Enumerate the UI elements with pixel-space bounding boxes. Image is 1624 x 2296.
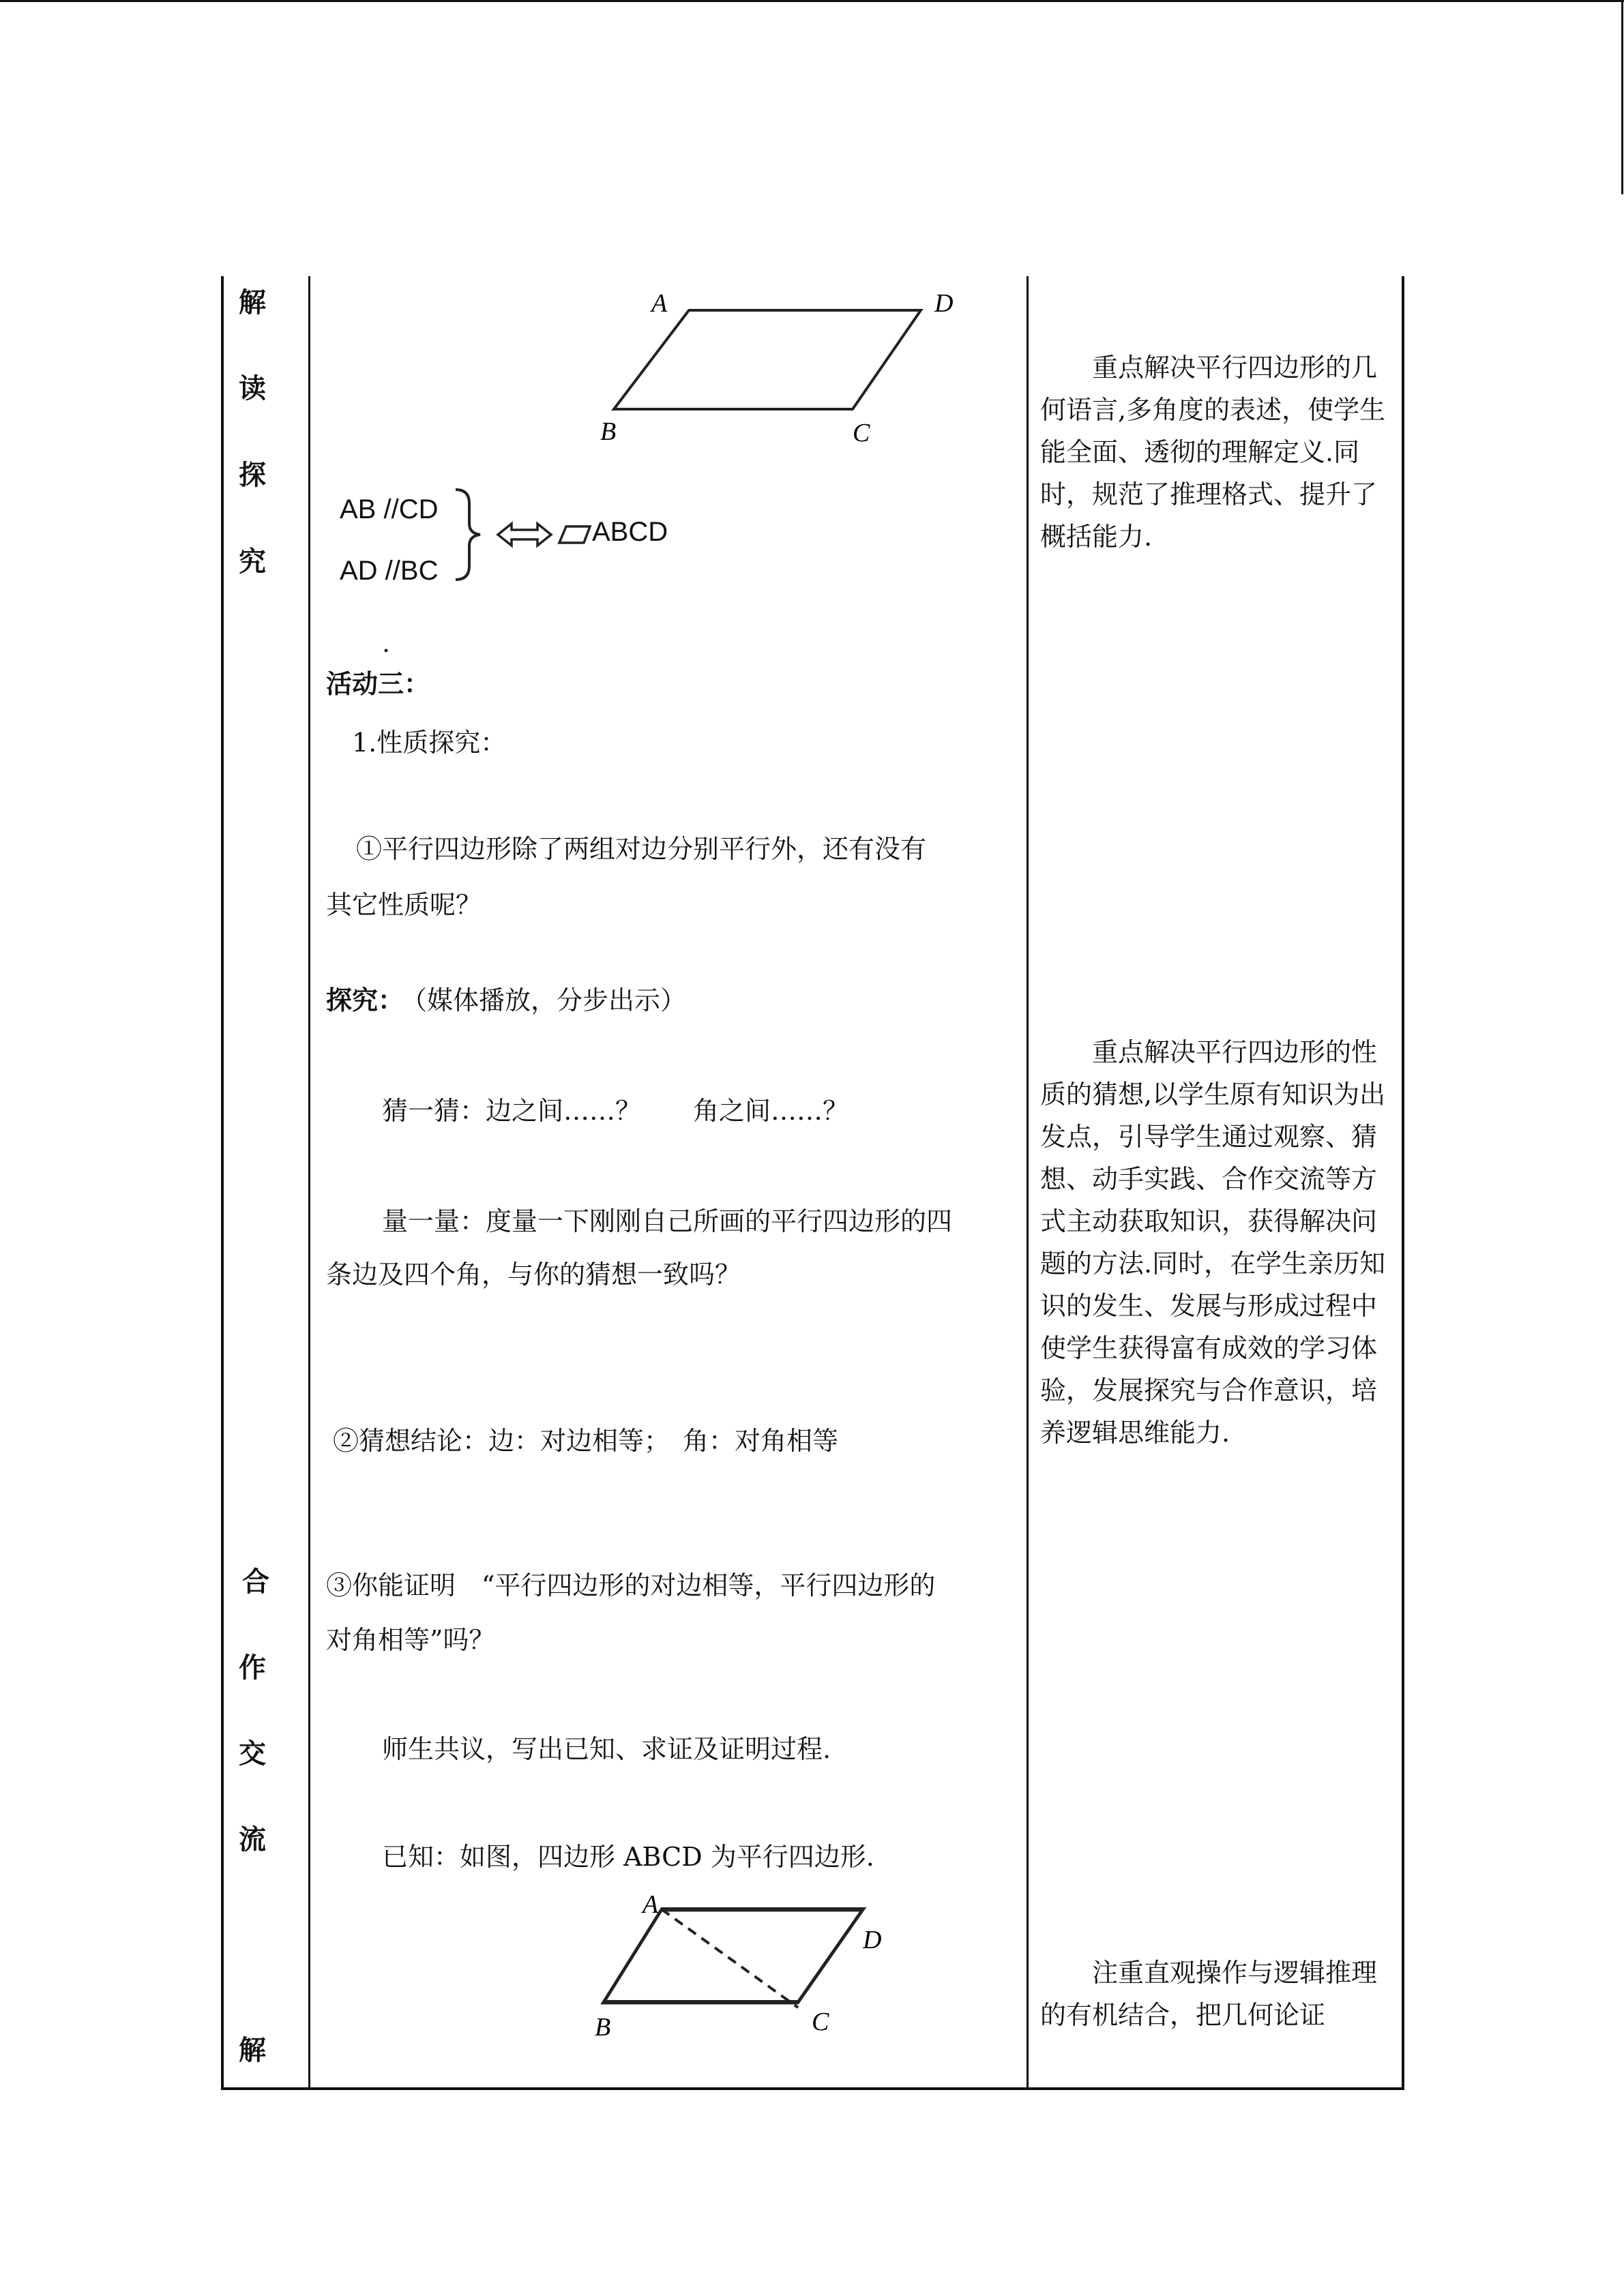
guess-line: 猜一猜：边之间……？ 角之间……？ — [382, 1096, 849, 1126]
table-bottom-border — [221, 2087, 1404, 2090]
label-a-2: A — [643, 1890, 659, 1919]
result-abcd: ABCD — [592, 517, 668, 547]
discuss-line: 师生共议，写出已知、求证及证明过程. — [382, 1734, 831, 1764]
condition-ad-bc: AD //BC — [340, 556, 439, 586]
diagonal-ac — [662, 1909, 798, 2008]
side-char-jie: 解 — [239, 286, 266, 318]
side-char-jie-2: 解 — [239, 2034, 266, 2066]
conclusion-line: ②猜想结论：边：对边相等； 角：对角相等 — [333, 1426, 839, 1456]
question-1-line-1: ①平行四边形除了两组对边分别平行外，还有没有 — [356, 834, 927, 864]
column-divider-2 — [1027, 276, 1029, 2090]
parallelogram-figure-1 — [587, 283, 982, 447]
label-c: C — [853, 419, 870, 447]
right-brace — [456, 490, 480, 580]
label-c-2: C — [812, 2008, 829, 2036]
parallelogram-figure-2 — [587, 1885, 900, 2049]
question-3-line-1: ③你能证明 “平行四边形的对边相等，平行四边形的 — [326, 1570, 936, 1600]
parallelogram-abcd — [614, 310, 921, 409]
label-d-2: D — [863, 1926, 882, 1954]
label-b: B — [600, 417, 617, 446]
measure-line-2: 条边及四个角，与你的猜想一致吗？ — [326, 1259, 741, 1289]
explore-label: 探究： — [326, 985, 404, 1015]
table-left-border — [221, 276, 224, 2090]
question-1-line-2: 其它性质呢？ — [326, 890, 482, 920]
question-3-line-2: 对角相等”吗？ — [326, 1625, 495, 1655]
explore-text: （媒体播放，分步出示） — [401, 985, 687, 1015]
brace-and-arrow — [450, 484, 607, 586]
side-char-liu: 流 — [239, 1823, 266, 1855]
condition-ab-cd: AB //CD — [340, 494, 439, 524]
note-reasoning: 注重直观操作与逻辑推理的有机结合，把几何论证 — [1040, 1958, 1378, 2030]
column-divider-1 — [308, 276, 310, 2090]
side-char-jiu: 究 — [239, 546, 266, 578]
side-char-he: 合 — [242, 1566, 269, 1598]
small-dot: . — [382, 628, 391, 658]
double-arrow-icon — [498, 524, 551, 546]
table-right-border — [1402, 276, 1404, 2090]
note-definition: 重点解决平行四边形的几何语言,多角度的表述，使学生能全面、透彻的理解定义.同时，规范了推理格式、提升了概括能力. — [1040, 353, 1386, 552]
side-char-jiao: 交 — [239, 1738, 266, 1770]
activity-title: 活动三： — [326, 668, 430, 699]
note-properties: 重点解决平行四边形的性质的猜想,以学生原有知识为出发点，引导学生通过观察、猜想、动手实践、合作交流等方式主动获取知识，获得解决问题的方法.同时，在学生亲历知识的发生、发展与形成过程中使学生获得富有成效的学习体验，发展探究与合作意识，培养逻辑思维能力. — [1040, 1037, 1386, 1448]
label-b-2: B — [595, 2013, 611, 2042]
label-d: D — [934, 289, 954, 318]
side-char-du: 读 — [239, 372, 266, 404]
side-char-tan: 探 — [239, 459, 266, 491]
known-line: 已知：如图，四边形 ABCD 为平行四边形. — [382, 1842, 874, 1872]
measure-line-1: 量一量：度量一下刚刚自己所画的平行四边形的四 — [382, 1206, 953, 1236]
parallelogram-symbol-icon — [559, 526, 590, 543]
page-right-border — [1621, 0, 1623, 194]
side-char-zuo: 作 — [239, 1652, 266, 1684]
item-1-heading: 1.性质探究： — [352, 728, 507, 758]
page-top-border — [0, 0, 1624, 2]
label-a: A — [651, 289, 668, 318]
parallelogram-abcd-2 — [604, 1909, 863, 2002]
